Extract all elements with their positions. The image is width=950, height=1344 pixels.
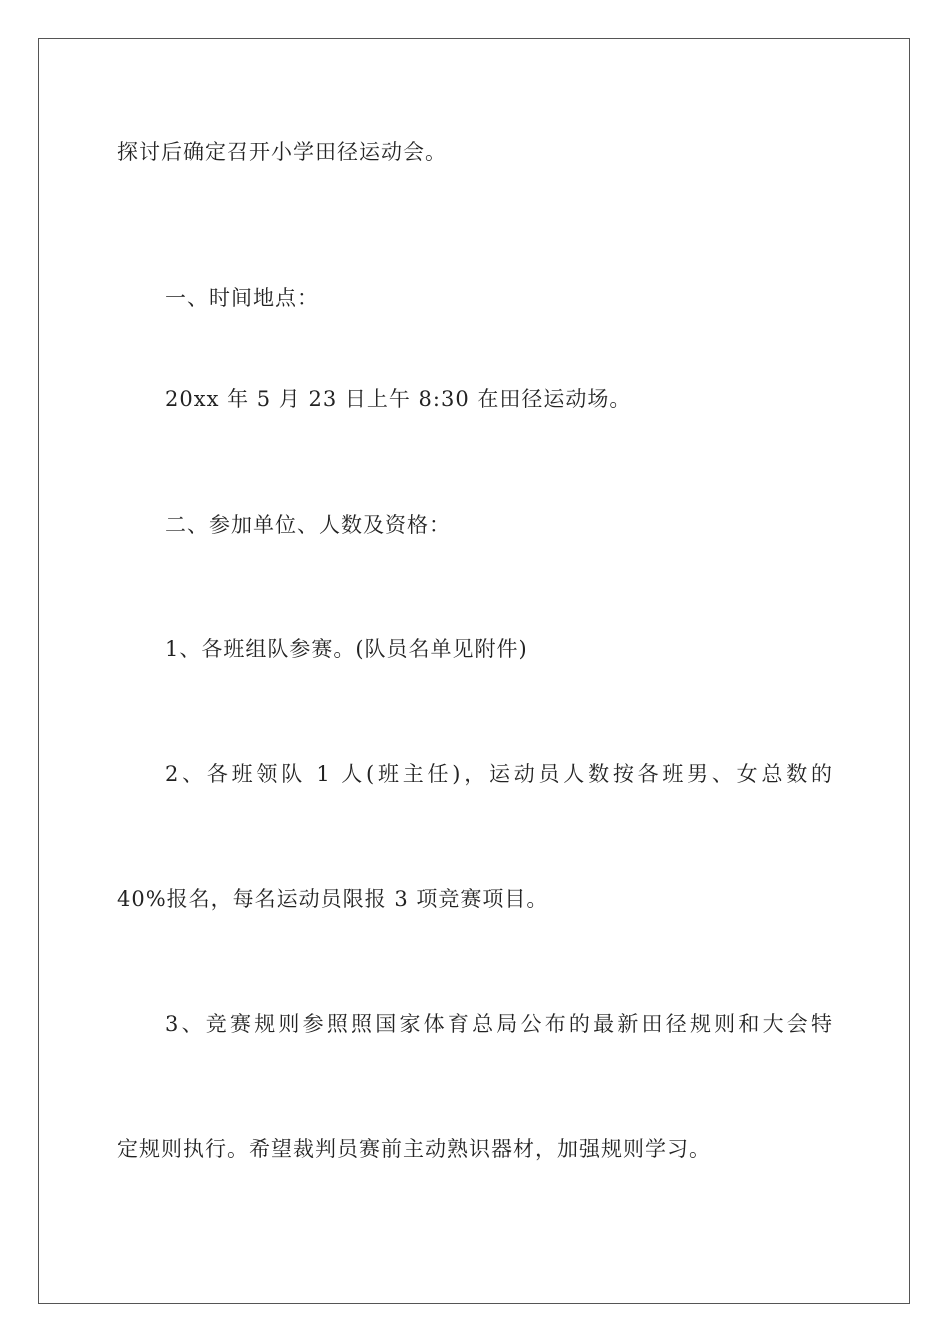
list-item-3-line-1: 3、竞赛规则参照照国家体育总局公布的最新田径规则和大会特 (165, 1012, 833, 1036)
list-item-2-line-1: 2、各班领队 1 人(班主任)，运动员人数按各班男、女总数的 (165, 762, 833, 786)
list-item-3-line-2: 定规则执行。希望裁判员赛前主动熟识器材，加强规则学习。 (117, 1137, 711, 1161)
section-heading-time-place: 一、时间地点： (165, 286, 319, 310)
body-text-line: 20xx 年 5 月 23 日上午 8:30 在田径运动场。 (165, 387, 632, 411)
page-frame (38, 38, 910, 1304)
body-text-line: 探讨后确定召开小学田径运动会。 (117, 140, 447, 164)
list-item-2-line-2: 40%报名，每名运动员限报 3 项竞赛项目。 (117, 887, 549, 911)
list-item-1: 1、各班组队参赛。(队员名单见附件) (165, 637, 528, 661)
section-heading-participants: 二、参加单位、人数及资格： (165, 513, 451, 537)
